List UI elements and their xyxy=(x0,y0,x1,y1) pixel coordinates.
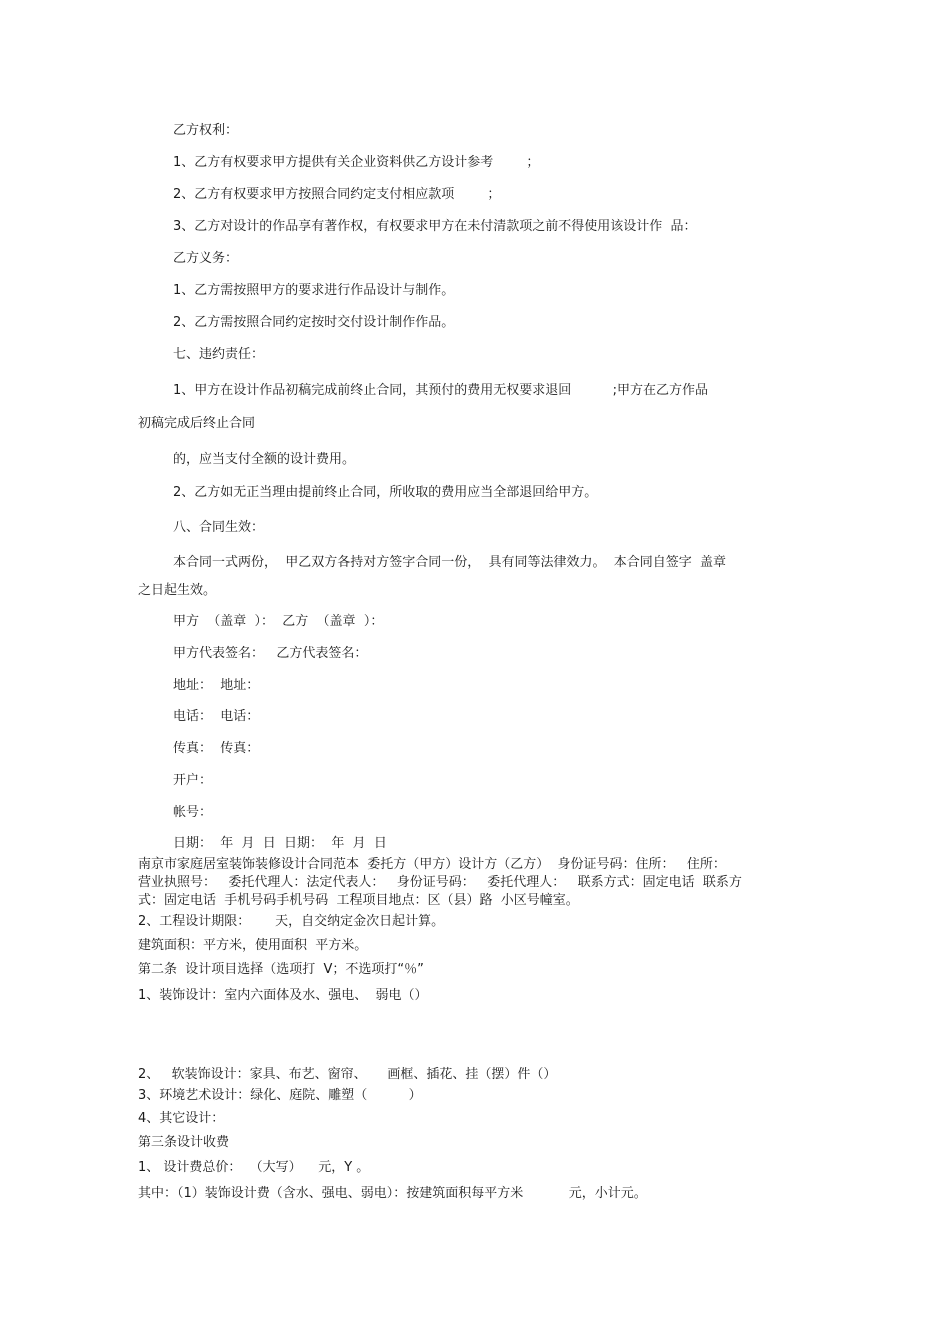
date-line: 日期： 年 月 日 日期： 年 月 日 xyxy=(173,836,387,851)
bank-line: 开户： xyxy=(173,773,213,788)
breach-item-1-cont: 初稿完成后终止合同 xyxy=(138,416,256,431)
license-line: 营业执照号： 委托代理人：法定代表人： 身份证号码： 委托代理人： 联系方式：固定电话 联系方 xyxy=(138,875,742,890)
effect-para-cont: 之日起生效。 xyxy=(138,583,217,598)
total-fee-line: 1、 设计费总价： （大写） 元，Y 。 xyxy=(138,1160,370,1175)
fax-line: 传真： 传真： xyxy=(173,741,260,756)
other-design-line: 4、其它设计： xyxy=(138,1111,225,1126)
party-b-rights-heading: 乙方权利： xyxy=(173,123,239,138)
rights-item-2: 2、乙方有权要求甲方按照合同约定支付相应款项 ； xyxy=(173,187,501,202)
effect-para: 本合同一式两份， 甲乙双方各持对方签字合同一份， 具有同等法律效力。 本合同自签字 盖章 xyxy=(173,555,727,570)
breach-item-2: 2、乙方如无正当理由提前终止合同，所收取的费用应当全部退回给甲方。 xyxy=(173,485,598,500)
design-period-line: 2、工程设计期限： 天，自交纳定金次日起计算。 xyxy=(138,914,445,929)
signature-line: 甲方代表签名： 乙方代表签名： xyxy=(173,646,368,661)
fee-detail-line: 其中：（1）装饰设计费（含水、强电、弱电）：按建筑面积每平方米 元，小计元。 xyxy=(138,1186,647,1201)
effect-heading: 八、合同生效： xyxy=(173,520,265,535)
seal-line: 甲方 （盖章 ）： 乙方 （盖章 ）： xyxy=(173,614,384,629)
rights-item-3: 3、乙方对设计的作品享有著作权，有权要求甲方在未付清款项之前不得使用该设计作 品： xyxy=(173,219,697,234)
rights-item-1: 1、乙方有权要求甲方提供有关企业资料供乙方设计参考 ； xyxy=(173,155,540,170)
decoration-design-line: 1、装饰设计：室内六面体及水、强电、 弱电（） xyxy=(138,988,428,1003)
breach-item-1: 1、甲方在设计作品初稿完成前终止合同，其预付的费用无权要求退回 ;甲方在乙方作品 xyxy=(173,383,708,398)
environment-art-line: 3、环境艺术设计：绿化、庭院、雕塑（ ） xyxy=(138,1088,422,1103)
contract-title-line: 南京市家庭居室装饰装修设计合同范本 委托方（甲方）设计方（乙方） 身份证号码：住所： 住所： xyxy=(138,857,726,872)
duties-item-1: 1、乙方需按照甲方的要求进行作品设计与制作。 xyxy=(173,283,455,298)
area-line: 建筑面积：平方米，使用面积 平方米。 xyxy=(138,938,368,953)
duties-item-2: 2、乙方需按照合同约定按时交付设计制作作品。 xyxy=(173,315,455,330)
party-b-duties-heading: 乙方义务： xyxy=(173,251,239,266)
phone-line: 电话： 电话： xyxy=(173,709,260,724)
breach-item-1-cont2: 的，应当支付全额的设计费用。 xyxy=(173,452,356,467)
account-line: 帐号： xyxy=(173,805,213,820)
article-2-heading: 第二条 设计项目选择（选项打 V；不选项打“％” xyxy=(138,962,424,977)
article-3-heading: 第三条设计收费 xyxy=(138,1135,230,1150)
address-line: 地址： 地址： xyxy=(173,678,260,693)
soft-decoration-line: 2、 软装饰设计：家具、布艺、窗帘、 画框、插花、挂（摆）件（） xyxy=(138,1067,557,1082)
contact-line: 式：固定电话 手机号码手机号码 工程项目地点：区（县）路 小区号幢室。 xyxy=(138,893,579,908)
breach-heading: 七、违约责任： xyxy=(173,347,265,362)
